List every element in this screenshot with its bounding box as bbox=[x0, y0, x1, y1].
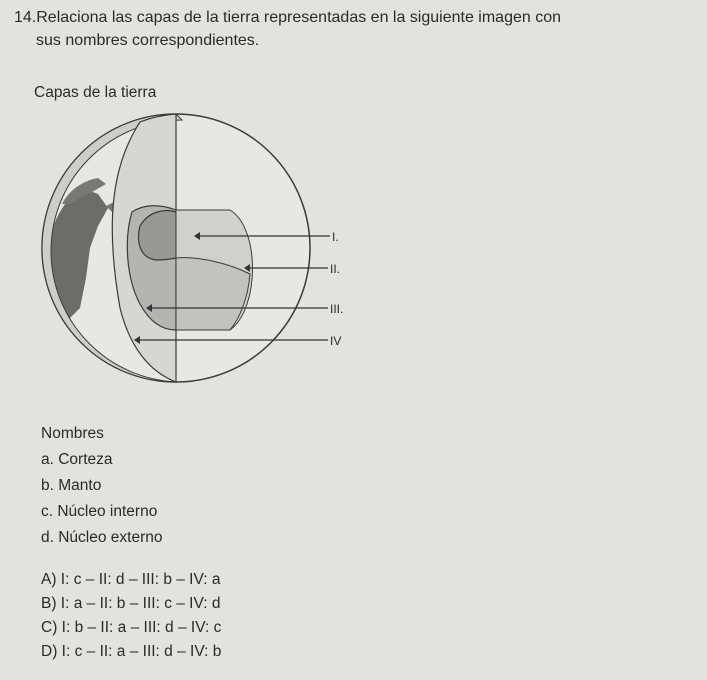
layer-label-1: I. bbox=[332, 230, 339, 244]
option-a[interactable]: A) I: c – II: d – III: b – IV: a bbox=[41, 571, 221, 588]
layer-label-2: II. bbox=[330, 262, 341, 276]
name-item-c: c. Núcleo interno bbox=[41, 503, 158, 520]
name-item-a: a. Corteza bbox=[41, 451, 113, 468]
question-number: 14. bbox=[14, 9, 37, 26]
names-title: Nombres bbox=[41, 425, 104, 442]
option-b[interactable]: B) I: a – II: b – III: c – IV: d bbox=[41, 595, 221, 612]
name-item-b: b. Manto bbox=[41, 477, 102, 494]
question-text-line2: sus nombres correspondientes. bbox=[36, 32, 260, 49]
question bbox=[14, 6, 694, 52]
earth-layers-figure bbox=[40, 108, 344, 398]
name-item-d: d. Núcleo externo bbox=[41, 529, 163, 546]
figure-title: Capas de la tierra bbox=[34, 84, 157, 101]
question-text-line1: Relaciona las capas de la tierra representadas en la siguiente imagen con bbox=[36, 9, 562, 26]
option-c[interactable]: C) I: b – II: a – III: d – IV: c bbox=[41, 619, 222, 636]
option-d[interactable]: D) I: c – II: a – III: d – IV: b bbox=[41, 643, 222, 660]
layer-label-3: III. bbox=[330, 302, 344, 316]
layer-label-4: IV bbox=[330, 334, 342, 348]
